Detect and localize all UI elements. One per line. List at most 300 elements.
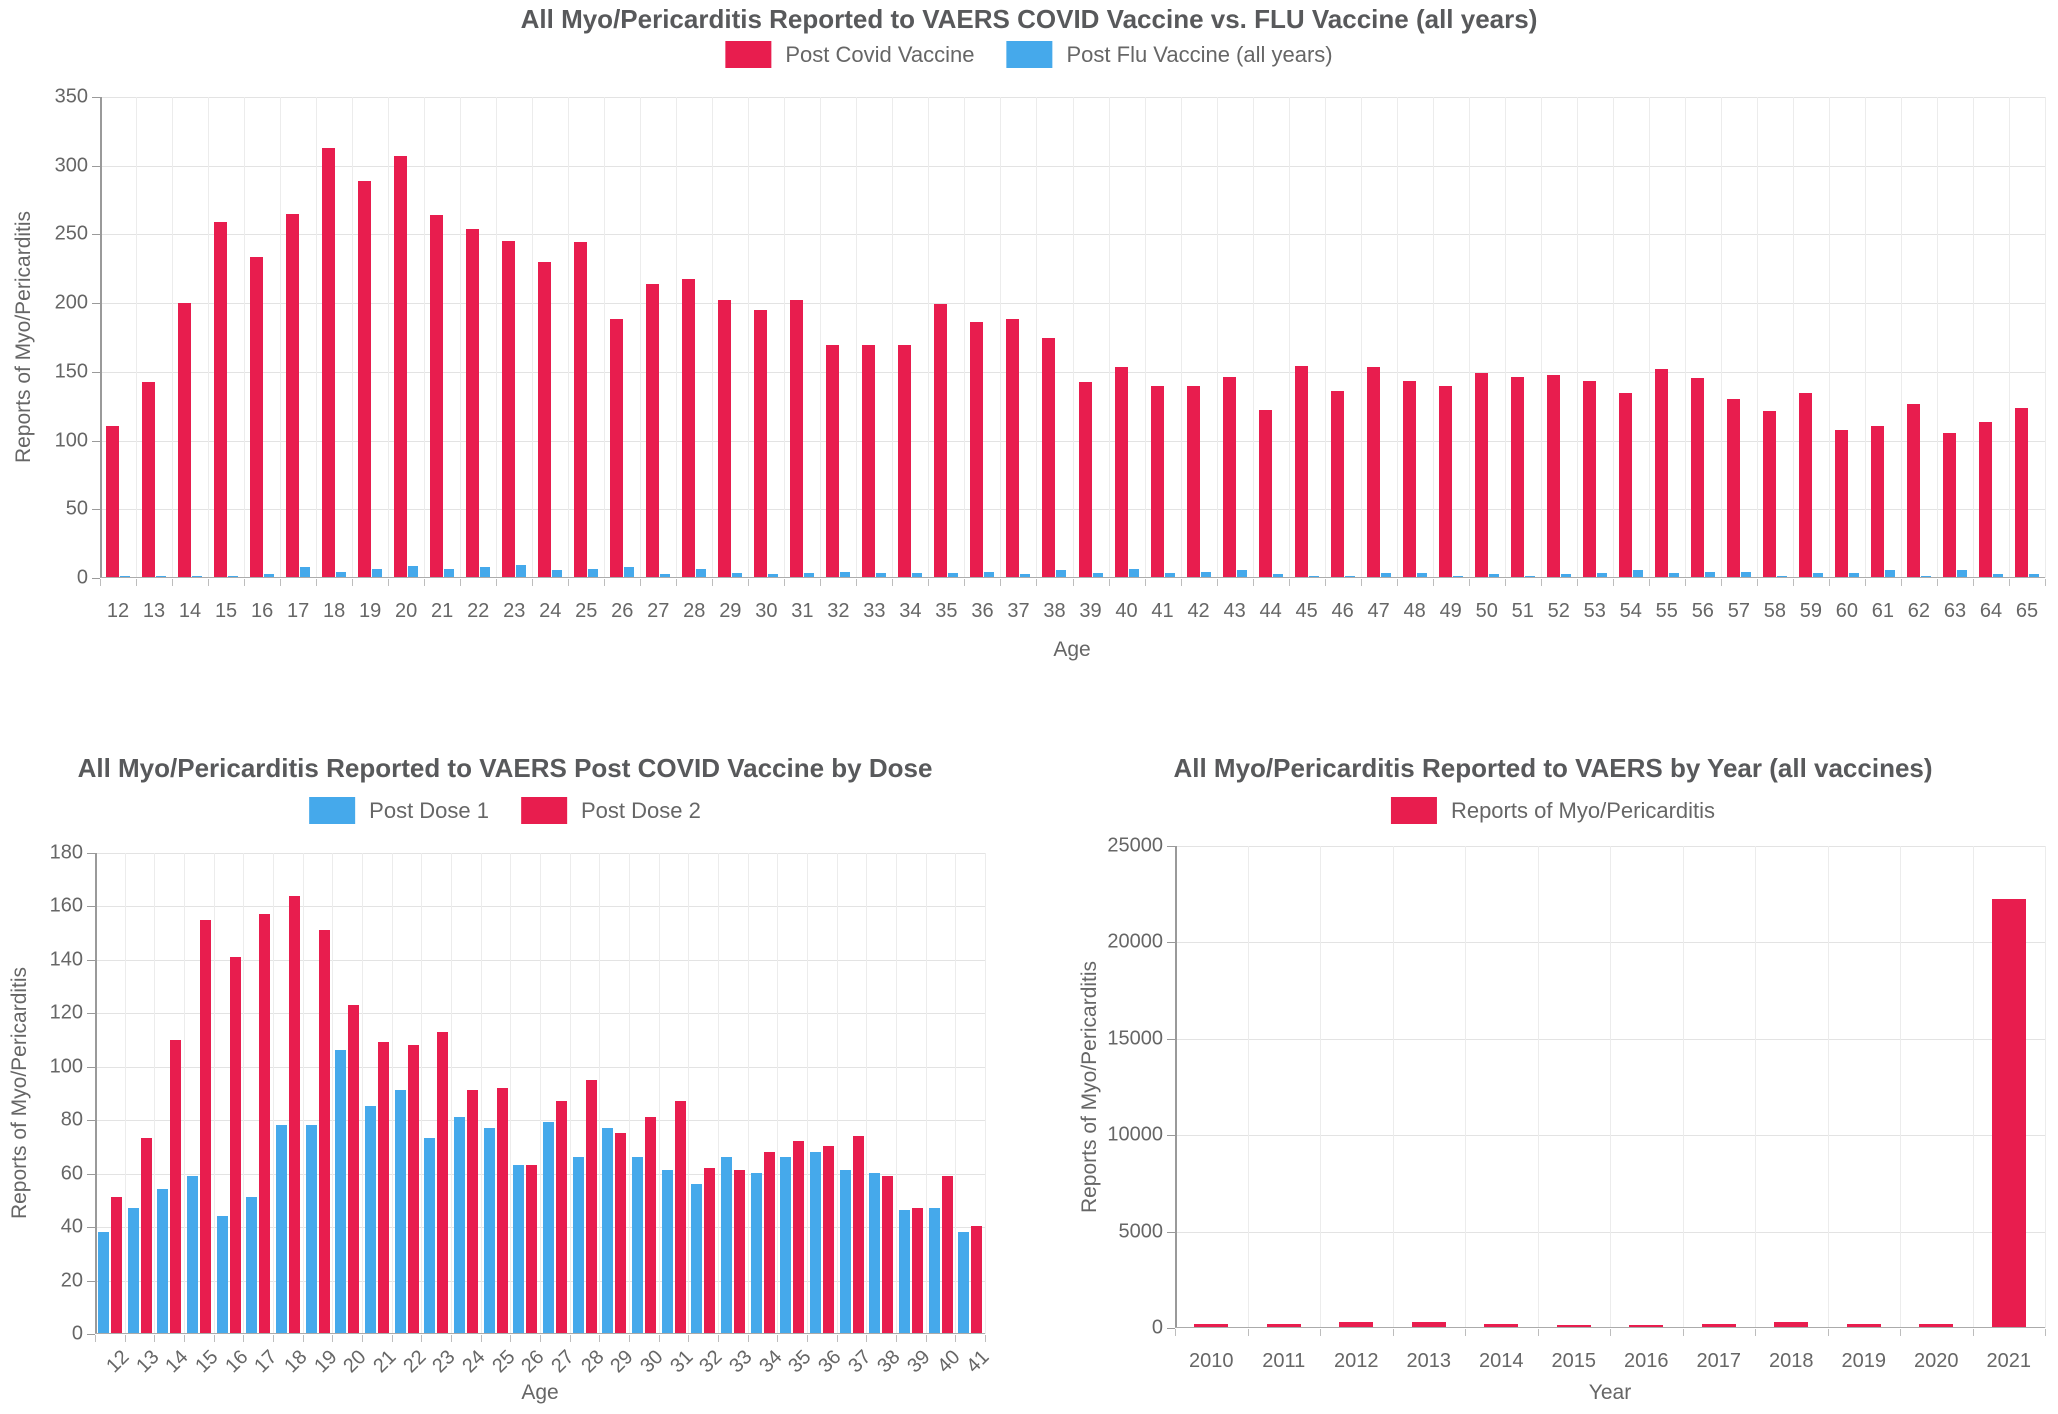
bar-post-covid-vaccine[interactable] — [574, 242, 587, 577]
x-category-label: 28 — [683, 600, 706, 622]
y-tick-label: 200 — [54, 291, 88, 314]
bar-post-covid-vaccine[interactable] — [1403, 381, 1416, 577]
bar-post-flu-vaccine-all-years-[interactable] — [1813, 573, 1823, 577]
y-tick-label: 140 — [49, 948, 83, 971]
x-tick-mark — [1865, 579, 1866, 586]
bar-post-covid-vaccine[interactable] — [394, 156, 407, 577]
bar-post-dose-2[interactable] — [912, 1208, 923, 1333]
bar-post-dose-2[interactable] — [230, 957, 241, 1333]
x-tick-mark — [1683, 1329, 1684, 1336]
bar-post-covid-vaccine[interactable] — [322, 148, 335, 577]
bar-post-flu-vaccine-all-years-[interactable] — [1309, 576, 1319, 577]
y-tick-mark — [92, 97, 100, 98]
bar-reports-of-myo-pericarditis[interactable] — [1702, 1324, 1736, 1327]
gridline-vertical — [570, 853, 571, 1334]
bar-post-dose-1[interactable] — [899, 1210, 910, 1333]
y-tick-label: 25000 — [1107, 834, 1163, 857]
y-axis-line — [95, 853, 97, 1334]
gridline-vertical — [1433, 97, 1434, 578]
x-axis-title-covid-vs-flu: Age — [1053, 638, 1091, 661]
bar-post-dose-1[interactable] — [602, 1128, 613, 1333]
bar-post-covid-vaccine[interactable] — [1835, 430, 1848, 577]
y-tick-label: 120 — [49, 1001, 83, 1024]
bar-post-dose-2[interactable] — [111, 1197, 122, 1333]
bar-post-covid-vaccine[interactable] — [1439, 386, 1452, 577]
bar-post-dose-1[interactable] — [513, 1165, 524, 1333]
gridline-vertical — [964, 97, 965, 578]
x-category-label: 29 — [606, 1346, 638, 1378]
bar-post-flu-vaccine-all-years-[interactable] — [588, 569, 598, 577]
gridline-vertical — [392, 853, 393, 1334]
x-tick-mark — [2045, 579, 2046, 586]
gridline-vertical — [280, 97, 281, 578]
gridline-vertical — [154, 853, 155, 1334]
x-category-label: 2011 — [1262, 1350, 1306, 1372]
y-tick-mark — [92, 166, 100, 167]
legend-item-post-dose-2[interactable] — [521, 797, 701, 824]
x-category-label: 26 — [517, 1346, 549, 1378]
gridline-vertical — [1109, 97, 1110, 578]
bar-reports-of-myo-pericarditis[interactable] — [1629, 1325, 1663, 1327]
x-tick-mark — [1109, 579, 1110, 586]
bar-post-covid-vaccine[interactable] — [934, 304, 947, 577]
bar-reports-of-myo-pericarditis[interactable] — [1992, 899, 2026, 1327]
y-tick-mark — [1167, 942, 1175, 943]
bar-post-flu-vaccine-all-years-[interactable] — [1273, 574, 1283, 577]
gridline-vertical — [316, 97, 317, 578]
x-tick-mark — [570, 1335, 571, 1342]
x-tick-mark — [1538, 1329, 1539, 1336]
legend-covid-vs-flu — [709, 41, 1348, 68]
x-category-label: 51 — [1511, 600, 1534, 622]
bar-post-flu-vaccine-all-years-[interactable] — [1561, 574, 1571, 577]
bar-post-flu-vaccine-all-years-[interactable] — [984, 572, 994, 577]
x-category-label: 26 — [611, 600, 634, 622]
bar-post-covid-vaccine[interactable] — [1943, 433, 1956, 577]
bar-post-covid-vaccine[interactable] — [250, 257, 263, 577]
bar-post-covid-vaccine[interactable] — [1006, 319, 1019, 577]
gridline-vertical — [676, 97, 677, 578]
bar-post-dose-2[interactable] — [586, 1080, 597, 1333]
bar-reports-of-myo-pericarditis[interactable] — [1267, 1324, 1301, 1327]
bar-post-dose-1[interactable] — [454, 1117, 465, 1333]
bar-post-dose-2[interactable] — [200, 920, 211, 1333]
bar-post-flu-vaccine-all-years-[interactable] — [120, 576, 130, 577]
x-tick-mark — [95, 1335, 96, 1342]
bar-post-covid-vaccine[interactable] — [1979, 422, 1992, 577]
bar-post-covid-vaccine[interactable] — [1223, 377, 1236, 577]
gridline-vertical — [1973, 97, 1974, 578]
bar-post-flu-vaccine-all-years-[interactable] — [300, 567, 310, 577]
bar-post-dose-1[interactable] — [395, 1090, 406, 1333]
x-category-label: 36 — [971, 600, 994, 622]
bar-post-dose-2[interactable] — [675, 1101, 686, 1333]
x-category-label: 14 — [178, 600, 202, 622]
bar-post-covid-vaccine[interactable] — [862, 345, 875, 577]
bar-post-dose-2[interactable] — [793, 1141, 804, 1333]
bar-post-dose-2[interactable] — [259, 914, 270, 1333]
bar-post-dose-1[interactable] — [157, 1189, 168, 1333]
bar-reports-of-myo-pericarditis[interactable] — [1919, 1324, 1953, 1327]
bar-post-dose-1[interactable] — [780, 1157, 791, 1333]
gridline-vertical — [1613, 97, 1614, 578]
bar-post-covid-vaccine[interactable] — [1042, 338, 1055, 577]
bar-post-covid-vaccine[interactable] — [1583, 381, 1596, 577]
bar-post-flu-vaccine-all-years-[interactable] — [912, 573, 922, 577]
bar-post-dose-2[interactable] — [882, 1176, 893, 1333]
legend-label: Reports of Myo/Pericarditis — [1450, 797, 1716, 823]
bar-post-covid-vaccine[interactable] — [1295, 366, 1308, 577]
bar-reports-of-myo-pericarditis[interactable] — [1774, 1322, 1808, 1327]
bar-post-covid-vaccine[interactable] — [178, 303, 191, 577]
gridline-vertical — [243, 853, 244, 1334]
bar-post-covid-vaccine[interactable] — [1475, 373, 1488, 577]
bar-post-dose-2[interactable] — [971, 1226, 982, 1333]
y-tick-mark — [87, 1120, 95, 1121]
gridline-vertical — [807, 853, 808, 1334]
x-category-label: 25 — [575, 600, 598, 622]
bar-reports-of-myo-pericarditis[interactable] — [1194, 1324, 1228, 1327]
bar-post-covid-vaccine[interactable] — [970, 322, 983, 577]
gridline-vertical — [629, 853, 630, 1334]
x-tick-mark — [784, 579, 785, 586]
bar-post-covid-vaccine[interactable] — [1907, 404, 1920, 577]
bar-post-flu-vaccine-all-years-[interactable] — [336, 572, 346, 577]
bar-post-dose-2[interactable] — [170, 1040, 181, 1333]
bar-post-dose-1[interactable] — [246, 1197, 257, 1333]
bar-post-flu-vaccine-all-years-[interactable] — [948, 573, 958, 577]
bar-post-dose-1[interactable] — [306, 1125, 317, 1333]
y-axis-line — [100, 97, 102, 578]
gridline-vertical — [125, 853, 126, 1334]
bar-post-dose-1[interactable] — [484, 1128, 495, 1333]
x-category-label: 2010 — [1189, 1350, 1234, 1372]
x-category-label: 41 — [1151, 600, 1174, 622]
bar-post-flu-vaccine-all-years-[interactable] — [2029, 574, 2039, 577]
bar-post-flu-vaccine-all-years-[interactable] — [1597, 573, 1607, 577]
bar-post-dose-2[interactable] — [497, 1088, 508, 1333]
y-tick-mark — [1167, 1135, 1175, 1136]
bar-post-flu-vaccine-all-years-[interactable] — [1849, 573, 1859, 577]
legend-item-post-flu-vaccine-all-years-[interactable] — [1007, 41, 1333, 68]
bar-post-flu-vaccine-all-years-[interactable] — [1381, 573, 1391, 577]
bar-post-flu-vaccine-all-years-[interactable] — [1633, 570, 1643, 577]
bar-post-dose-2[interactable] — [734, 1170, 745, 1333]
bar-post-flu-vaccine-all-years-[interactable] — [732, 573, 742, 577]
bar-post-dose-2[interactable] — [615, 1133, 626, 1333]
x-category-label: 2018 — [1769, 1350, 1814, 1372]
bar-post-flu-vaccine-all-years-[interactable] — [1165, 573, 1175, 577]
bar-post-dose-1[interactable] — [840, 1170, 851, 1333]
x-tick-mark — [2009, 579, 2010, 586]
x-category-label: 16 — [220, 1346, 253, 1378]
bar-post-flu-vaccine-all-years-[interactable] — [1669, 573, 1679, 577]
bar-post-dose-2[interactable] — [704, 1168, 715, 1333]
x-category-label: 18 — [280, 1346, 312, 1378]
x-category-label: 21 — [431, 600, 454, 622]
bar-post-covid-vaccine[interactable] — [1511, 377, 1524, 577]
bar-post-flu-vaccine-all-years-[interactable] — [1921, 576, 1931, 577]
x-category-label: 35 — [784, 1346, 816, 1378]
legend-item-reports-of-myo-pericarditis[interactable] — [1391, 797, 1715, 824]
gridline-vertical — [1865, 97, 1866, 578]
x-tick-mark — [712, 579, 713, 586]
bar-post-flu-vaccine-all-years-[interactable] — [876, 573, 886, 577]
gridline-vertical — [1393, 846, 1394, 1328]
x-category-label: 2019 — [1841, 1350, 1886, 1372]
bar-post-dose-2[interactable] — [141, 1138, 152, 1333]
bar-post-covid-vaccine[interactable] — [1547, 375, 1560, 577]
bar-post-covid-vaccine[interactable] — [754, 310, 767, 577]
bar-post-dose-2[interactable] — [408, 1045, 419, 1333]
bar-post-covid-vaccine[interactable] — [1367, 367, 1380, 577]
bar-post-covid-vaccine[interactable] — [430, 215, 443, 577]
bar-post-dose-1[interactable] — [958, 1232, 969, 1333]
x-category-label: 34 — [899, 600, 922, 622]
x-tick-mark — [243, 1335, 244, 1342]
bar-post-dose-2[interactable] — [526, 1165, 537, 1333]
bar-post-dose-2[interactable] — [823, 1146, 834, 1333]
y-tick-label: 5000 — [1118, 1220, 1163, 1243]
x-tick-mark — [1433, 579, 1434, 586]
gridline-vertical — [1036, 97, 1037, 578]
bar-post-covid-vaccine[interactable] — [1799, 393, 1812, 577]
legend-item-post-dose-1[interactable] — [309, 797, 489, 824]
plot-area-covid-vs-flu[interactable] — [54, 85, 2045, 622]
bar-post-dose-2[interactable] — [942, 1176, 953, 1333]
y-tick-mark — [92, 372, 100, 373]
y-tick-mark — [87, 1067, 95, 1068]
bar-post-covid-vaccine[interactable] — [214, 222, 227, 577]
x-category-label: 13 — [131, 1346, 164, 1378]
bar-post-covid-vaccine[interactable] — [898, 345, 911, 577]
bar-post-flu-vaccine-all-years-[interactable] — [1741, 572, 1751, 577]
bar-post-dose-2[interactable] — [437, 1032, 448, 1333]
bar-post-dose-2[interactable] — [319, 930, 330, 1333]
bar-post-flu-vaccine-all-years-[interactable] — [1777, 576, 1787, 577]
bar-post-dose-1[interactable] — [335, 1050, 346, 1333]
bar-post-flu-vaccine-all-years-[interactable] — [1453, 576, 1463, 577]
x-tick-mark — [244, 579, 245, 586]
x-tick-mark — [1649, 579, 1650, 586]
bar-post-covid-vaccine[interactable] — [1187, 386, 1200, 577]
gridline-vertical — [1505, 97, 1506, 578]
bar-post-dose-2[interactable] — [289, 896, 300, 1333]
bar-post-dose-2[interactable] — [378, 1042, 389, 1333]
x-tick-mark — [1829, 579, 1830, 586]
bar-post-flu-vaccine-all-years-[interactable] — [408, 566, 418, 577]
gridline-vertical — [568, 97, 569, 578]
bar-post-covid-vaccine[interactable] — [1655, 369, 1668, 577]
bar-post-dose-2[interactable] — [348, 1005, 359, 1333]
bar-post-covid-vaccine[interactable] — [1115, 367, 1128, 577]
bar-post-covid-vaccine[interactable] — [2015, 408, 2028, 577]
x-category-label: 32 — [827, 600, 850, 622]
bar-post-covid-vaccine[interactable] — [286, 214, 299, 577]
bar-post-flu-vaccine-all-years-[interactable] — [696, 569, 706, 577]
bar-post-dose-1[interactable] — [217, 1216, 228, 1333]
bar-post-dose-1[interactable] — [276, 1125, 287, 1333]
bar-post-covid-vaccine[interactable] — [1727, 399, 1740, 577]
bar-post-flu-vaccine-all-years-[interactable] — [1237, 570, 1247, 577]
gridline-vertical — [1289, 97, 1290, 578]
bar-post-flu-vaccine-all-years-[interactable] — [192, 576, 202, 577]
bar-post-covid-vaccine[interactable] — [1151, 386, 1164, 577]
x-category-label: 47 — [1367, 600, 1390, 622]
bar-post-flu-vaccine-all-years-[interactable] — [1020, 574, 1030, 577]
gridline-vertical — [1248, 846, 1249, 1328]
bar-post-dose-1[interactable] — [810, 1152, 821, 1333]
bar-post-flu-vaccine-all-years-[interactable] — [516, 565, 526, 577]
bar-post-covid-vaccine[interactable] — [538, 262, 551, 577]
gridline-vertical — [1900, 846, 1901, 1328]
legend-item-post-covid-vaccine[interactable] — [725, 41, 974, 68]
gridline-vertical — [748, 97, 749, 578]
bar-post-dose-1[interactable] — [128, 1208, 139, 1333]
bar-post-dose-1[interactable] — [691, 1184, 702, 1333]
bar-post-flu-vaccine-all-years-[interactable] — [1885, 570, 1895, 577]
bar-post-dose-1[interactable] — [365, 1106, 376, 1333]
bar-post-covid-vaccine[interactable] — [682, 279, 695, 577]
bar-post-flu-vaccine-all-years-[interactable] — [840, 572, 850, 577]
bar-post-flu-vaccine-all-years-[interactable] — [660, 574, 670, 577]
bar-post-covid-vaccine[interactable] — [466, 229, 479, 577]
gridline-vertical — [777, 853, 778, 1334]
gridline-vertical — [451, 853, 452, 1334]
x-tick-mark — [532, 579, 533, 586]
bar-post-covid-vaccine[interactable] — [358, 181, 371, 577]
bar-post-dose-1[interactable] — [187, 1176, 198, 1333]
x-category-label: 56 — [1691, 600, 1714, 622]
bar-post-dose-1[interactable] — [869, 1173, 880, 1333]
bar-post-flu-vaccine-all-years-[interactable] — [1525, 576, 1535, 577]
bar-post-dose-2[interactable] — [645, 1117, 656, 1333]
bar-post-flu-vaccine-all-years-[interactable] — [1705, 572, 1715, 577]
y-tick-mark — [87, 1281, 95, 1282]
x-tick-mark — [640, 579, 641, 586]
x-category-label: 65 — [2015, 600, 2039, 622]
x-tick-mark — [748, 579, 749, 586]
x-tick-mark — [1721, 579, 1722, 586]
gridline-vertical — [184, 853, 185, 1334]
bar-post-covid-vaccine[interactable] — [1079, 382, 1092, 577]
bar-post-flu-vaccine-all-years-[interactable] — [1957, 570, 1967, 577]
x-tick-mark — [1577, 579, 1578, 586]
bar-post-flu-vaccine-all-years-[interactable] — [1993, 574, 2003, 577]
gridline-vertical — [2045, 846, 2046, 1328]
bar-post-dose-1[interactable] — [424, 1138, 435, 1333]
bar-post-covid-vaccine[interactable] — [646, 284, 659, 577]
bar-reports-of-myo-pericarditis[interactable] — [1847, 1324, 1881, 1327]
bar-post-dose-2[interactable] — [556, 1101, 567, 1333]
bar-post-covid-vaccine[interactable] — [106, 426, 119, 577]
bar-post-dose-1[interactable] — [662, 1170, 673, 1333]
bar-post-dose-2[interactable] — [467, 1090, 478, 1333]
bar-post-flu-vaccine-all-years-[interactable] — [1201, 572, 1211, 577]
bar-reports-of-myo-pericarditis[interactable] — [1484, 1324, 1518, 1327]
bar-post-flu-vaccine-all-years-[interactable] — [480, 567, 490, 577]
bar-post-flu-vaccine-all-years-[interactable] — [1056, 570, 1066, 577]
gridline-vertical — [481, 853, 482, 1334]
bar-post-covid-vaccine[interactable] — [1619, 393, 1632, 577]
plot-area-by-dose[interactable] — [49, 841, 994, 1378]
bar-post-dose-1[interactable] — [543, 1122, 554, 1333]
x-tick-mark — [676, 579, 677, 586]
bar-post-covid-vaccine[interactable] — [610, 319, 623, 577]
x-category-label: 12 — [102, 1346, 134, 1378]
x-category-label: 37 — [1007, 600, 1030, 622]
bar-post-flu-vaccine-all-years-[interactable] — [1093, 573, 1103, 577]
x-tick-mark — [1073, 579, 1074, 586]
bar-post-covid-vaccine[interactable] — [1691, 378, 1704, 577]
bar-post-flu-vaccine-all-years-[interactable] — [444, 569, 454, 577]
bar-post-dose-1[interactable] — [632, 1157, 643, 1333]
bar-post-covid-vaccine[interactable] — [1871, 426, 1884, 577]
y-tick-mark — [92, 303, 100, 304]
bar-post-flu-vaccine-all-years-[interactable] — [552, 570, 562, 577]
bar-post-dose-1[interactable] — [751, 1173, 762, 1333]
bar-post-covid-vaccine[interactable] — [502, 241, 515, 577]
bar-post-flu-vaccine-all-years-[interactable] — [1417, 573, 1427, 577]
bar-post-dose-2[interactable] — [853, 1136, 864, 1333]
x-tick-mark — [1685, 579, 1686, 586]
bar-post-flu-vaccine-all-years-[interactable] — [624, 567, 634, 577]
gridline-vertical — [1721, 97, 1722, 578]
bar-post-flu-vaccine-all-years-[interactable] — [1129, 569, 1139, 577]
bar-post-covid-vaccine[interactable] — [142, 382, 155, 577]
y-tick-mark — [92, 441, 100, 442]
bar-post-flu-vaccine-all-years-[interactable] — [804, 573, 814, 577]
x-category-label: 57 — [1727, 600, 1750, 622]
y-tick-label: 20 — [60, 1269, 83, 1292]
bar-post-flu-vaccine-all-years-[interactable] — [264, 574, 274, 577]
bar-reports-of-myo-pericarditis[interactable] — [1339, 1322, 1373, 1327]
bar-post-flu-vaccine-all-years-[interactable] — [1489, 574, 1499, 577]
bar-post-flu-vaccine-all-years-[interactable] — [156, 576, 166, 577]
bar-post-covid-vaccine[interactable] — [826, 345, 839, 577]
x-category-label: 15 — [214, 600, 238, 622]
bar-post-covid-vaccine[interactable] — [790, 300, 803, 577]
gridline-vertical — [424, 97, 425, 578]
bar-post-dose-1[interactable] — [721, 1157, 732, 1333]
bar-reports-of-myo-pericarditis[interactable] — [1557, 1325, 1591, 1327]
bar-post-flu-vaccine-all-years-[interactable] — [1345, 576, 1355, 577]
x-tick-mark — [926, 1335, 927, 1342]
bar-post-dose-1[interactable] — [929, 1208, 940, 1333]
bar-post-flu-vaccine-all-years-[interactable] — [228, 576, 238, 577]
x-tick-mark — [892, 579, 893, 586]
x-category-label: 16 — [250, 600, 274, 622]
bar-post-covid-vaccine[interactable] — [1763, 411, 1776, 577]
bar-post-dose-1[interactable] — [573, 1157, 584, 1333]
bar-post-flu-vaccine-all-years-[interactable] — [372, 569, 382, 577]
x-category-label: 2013 — [1406, 1350, 1451, 1372]
bar-post-flu-vaccine-all-years-[interactable] — [768, 574, 778, 577]
bar-post-covid-vaccine[interactable] — [1331, 391, 1344, 578]
bar-post-covid-vaccine[interactable] — [1259, 410, 1272, 577]
gridline-vertical — [1181, 97, 1182, 578]
gridline-vertical — [421, 853, 422, 1334]
bar-post-dose-1[interactable] — [98, 1232, 109, 1333]
bar-post-covid-vaccine[interactable] — [718, 300, 731, 577]
plot-area-by-year[interactable] — [1107, 834, 2045, 1372]
legend-swatch — [725, 41, 771, 68]
x-category-label: 60 — [1835, 600, 1859, 622]
bar-post-dose-2[interactable] — [764, 1152, 775, 1333]
x-category-label: 21 — [369, 1346, 401, 1378]
bar-reports-of-myo-pericarditis[interactable] — [1412, 1322, 1446, 1327]
gridline-vertical — [1541, 97, 1542, 578]
